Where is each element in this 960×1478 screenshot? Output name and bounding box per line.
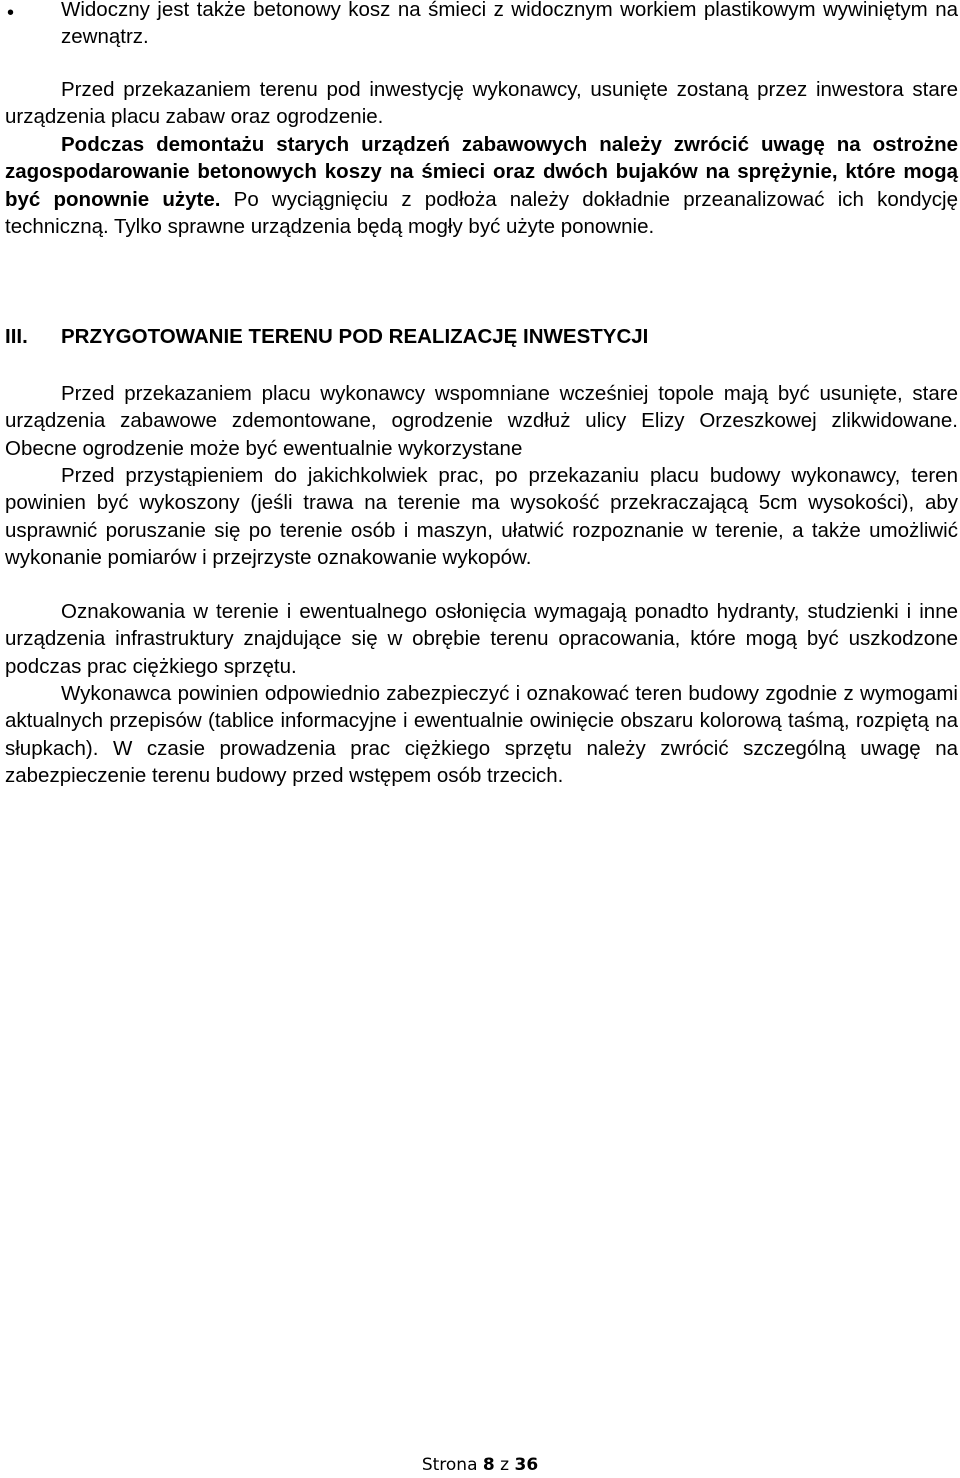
paragraph-marking: Oznakowania w terenie i ewentualnego osłonięcia wymagają ponadto hydranty, studzienki i inne urządzenia infrastruktury znajdujące się w obrębie terenu opracowania, które mogą być uszkodzone podczas prac ciężkiego sprzętu. [5, 600, 958, 678]
bullet-icon: • [7, 2, 15, 24]
paragraph-preparation: Przed przekazaniem placu wykonawcy wspomniane wcześniej topole mają być usunięte, stare urządzenia zabawowe zdemontowane, ogrodzenie wzdłuż ulicy Elizy Orzeszkowej zlikwidowane. Obecne ogrodzenie może być ewentualnie wykorzystane [5, 382, 958, 460]
paragraph-dismantle-bold: Podczas demontażu starych urządzeń zabawowych należy zwrócić uwagę na ostrożne zagospodarowanie betonowych koszy na śmieci oraz dwóch bujaków na sprężynie, które mogą być ponownie użyte. [5, 133, 958, 211]
section-title: PRZYGOTOWANIE TERENU POD REALIZACJĘ INWESTYCJI [61, 325, 649, 348]
bullet-text: Widoczny jest także betonowy kosz na śmieci z widocznym workiem plastikowym wywiniętym na zewnątrz. [61, 0, 958, 49]
page-footer [0, 1454, 960, 1476]
footer-separator: z [500, 1455, 510, 1475]
paragraph-removal: Przed przekazaniem terenu pod inwestycję wykonawcy, usunięte zostaną przez inwestora stare urządzenia placu zabaw oraz ogrodzenie. [5, 78, 958, 129]
footer-current-page: 8 [482, 1455, 495, 1475]
paragraph-mowing: Przed przystąpieniem do jakichkolwiek prac, po przekazaniu placu budowy wykonawcy, teren powinien być wykoszony (jeśli trawa na terenie ma wysokość przekraczającą 5cm wysokości), aby usprawnić poruszanie się po terenie osób i maszyn, ułatwić rozpoznanie w terenie, a także umożliwić wykonanie pomiarów i przejrzyste oznakowanie wykopów. [5, 464, 958, 570]
paragraph-contractor: Wykonawca powinien odpowiednio zabezpieczyć i oznakować teren budowy zgodnie z wymogami aktualnych przepisów (tablice informacyjne i ewentualnie owinięcie obszaru kolorową taśmą, rozpiętą na słupkach). W czasie prowadzenia prac ciężkiego sprzętu należy zwrócić szczególną uwagę na zabezpieczenie terenu budowy przed wstępem osób trzecich. [5, 682, 958, 788]
paragraph-dismantle [5, 131, 958, 241]
section-number: III. [5, 325, 28, 348]
footer-total-pages: 36 [514, 1455, 539, 1475]
footer-label: Strona [421, 1455, 478, 1475]
paragraph-dismantle-normal: Po wyciągnięciu z podłoża należy dokładnie przeanalizować ich kondycję techniczną. Tylko sprawne urządzenia będą mogły być użyte ponownie. [5, 187, 958, 239]
